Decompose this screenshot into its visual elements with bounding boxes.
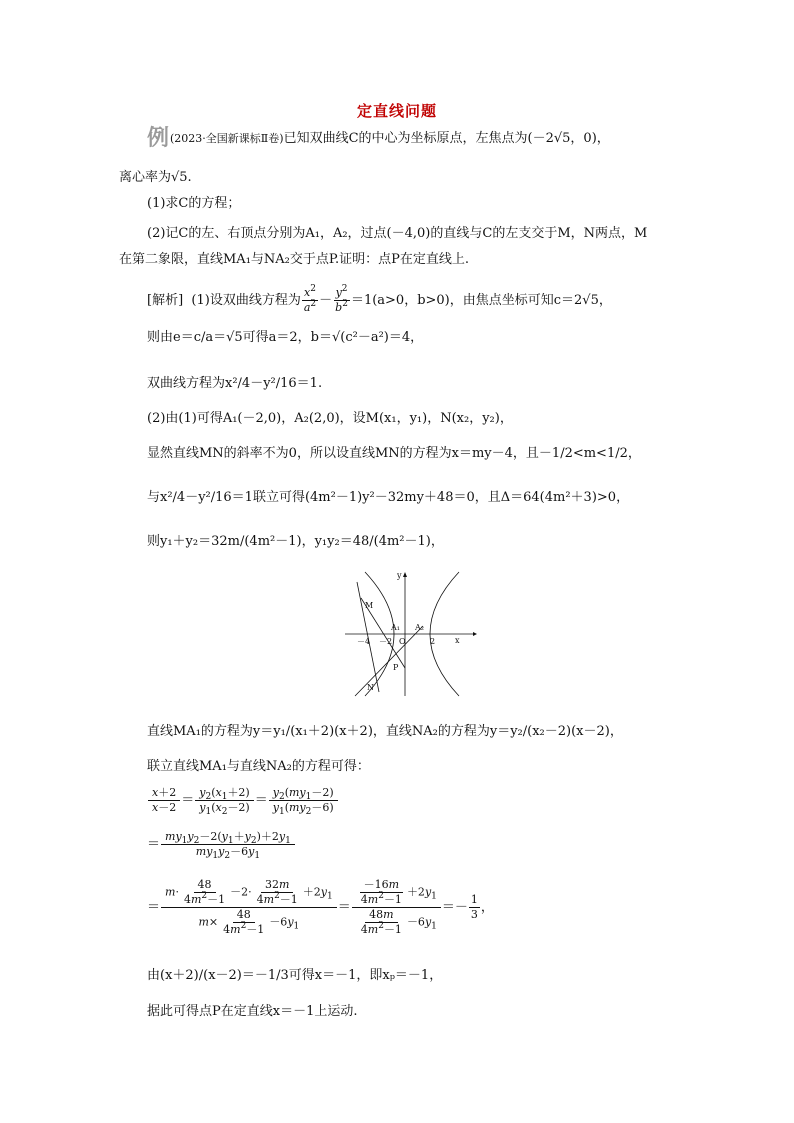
example-source: (2023·全国新课标Ⅱ卷)	[170, 132, 284, 145]
point-M-label: M	[365, 601, 374, 610]
page-title: 定直线问题	[356, 102, 437, 120]
x-axis-arrow	[473, 632, 477, 636]
solution-line-1: [解析] (1)设双曲线方程为 $\frac{x^2}{a^2}$ － $\frac{y^2}{b^2}$ ＝1(a>0，b>0)，由焦点坐标可知c＝2√5，	[147, 284, 612, 314]
tick-2: 2	[430, 637, 436, 646]
fraction-x2-a2: $\frac{x^2}{a^2}$	[303, 284, 317, 314]
solution-p5: 显然直线MN的斜率不为0，所以设直线MN的方程为x＝my－4，且－1/2<m<1/2，	[147, 446, 641, 461]
tick-minus-4: －4	[357, 637, 371, 646]
solution-p2: 则由e＝c/a＝√5可得a＝2，b＝√(c²－a²)＝4，	[147, 330, 424, 345]
derivation-step-3: ＝ m· $\frac{48}{4m^2-1}$ －2· $\frac{32m}{4m^2-1}$ $+2y_1$ m× $\frac{48}{4m^2-1}$ $-6y_1$ ＝ $\frac{-16m}{4m^2-1}$ $+2y_1$ $\frac{48m}{4m^2-1}$ $-6y_1$ ＝－ $\frac{1}{3}$ ，	[147, 878, 494, 936]
point-A2-label: A₂	[415, 623, 424, 632]
hyperbola-figure	[343, 568, 479, 700]
derivation-step-2: ＝ $\frac{my_1y_2-2(y_1+y_2)+2y_1}{my_1y_2-6y_1}$	[147, 830, 296, 859]
question-1: (1)求C的方程；	[147, 196, 241, 211]
solution-p7: 则y₁＋y₂＝32m/(4m²－1)，y₁y₂＝48/(4m²－1)，	[147, 534, 444, 549]
axis-y-label: y	[397, 571, 402, 580]
tick-minus-2: －2	[379, 637, 393, 646]
example-stem-1: 已知双曲线C的中心为坐标原点，左焦点为(－2√5，0)，	[283, 131, 610, 146]
origin-label: O	[399, 637, 406, 646]
solution-p14: 据此可得点P在定直线x＝－1上运动.	[147, 1004, 358, 1019]
solution-p3: 双曲线方程为x²/4－y²/16＝1.	[147, 376, 323, 391]
point-N-label: N	[367, 683, 374, 692]
solution-p8: 直线MA₁的方程为y＝y₁/(x₁＋2)(x＋2)，直线NA₂的方程为y＝y₂/(x₂－2)(x－2)，	[147, 724, 623, 739]
point-A1-label: A₁	[391, 623, 400, 632]
solution-p1-intro: (1)设双曲线方程为	[191, 293, 301, 308]
solution-p9: 联立直线MA₁与直线NA₂的方程可得：	[147, 759, 370, 774]
solution-p4: (2)由(1)可得A₁(－2,0)，A₂(2,0)，设M(x₁，y₁)，N(x₂，y₂)，	[147, 411, 513, 426]
example-stem-2: 离心率为√5.	[119, 170, 192, 185]
example-line-1	[147, 125, 610, 151]
solution-p6: 与x²/4－y²/16＝1联立可得(4m²－1)y²－32my＋48＝0，且Δ＝64(4m²＋3)>0，	[147, 490, 630, 505]
hyperbola-diagram	[343, 568, 479, 700]
solution-p1-cond: ＝1(a>0，b>0)，由焦点坐标可知c＝2√5，	[350, 293, 612, 308]
point-P-label: P	[393, 663, 399, 672]
axis-x-label: x	[455, 636, 460, 645]
question-2-line-2: 在第二象限，直线MA₁与NA₂交于点P.证明：点P在定直线上.	[119, 252, 470, 267]
y-axis-arrow	[403, 572, 407, 577]
fraction-y2-b2: $\frac{y^2}{b^2}$	[335, 284, 348, 314]
example-label: 例	[147, 125, 170, 151]
question-2-line-1: (2)记C的左、右顶点分别为A₁，A₂，过点(－4,0)的直线与C的左支交于M，N两点，M	[147, 226, 648, 241]
derivation-step-1: $\frac{x+2}{x-2}$ ＝ $\frac{y_2(x_1+2)}{y_1(x_2-2)}$ ＝ $\frac{y_2(my_1-2)}{y_1(my_2-6)}$	[147, 786, 339, 815]
solution-p13: 由(x＋2)/(x－2)＝－1/3可得x＝－1，即xₚ＝－1，	[147, 968, 443, 983]
analysis-tag: [解析]	[147, 293, 184, 308]
